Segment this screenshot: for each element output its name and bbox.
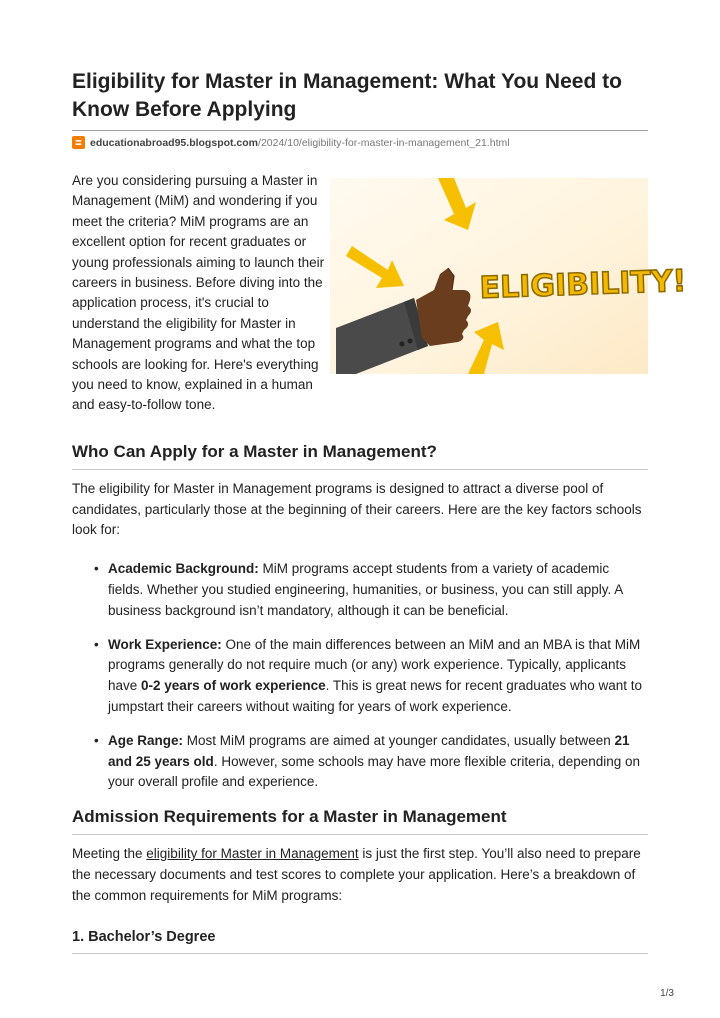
item-text: Most MiM programs are aimed at younger candidates, usually between	[183, 732, 615, 748]
list-item	[94, 559, 648, 621]
section-bachelors	[72, 927, 648, 954]
item-text: . This is great news for recent graduates who want to jumpstart their careers without waiting for years of work experience.	[108, 678, 643, 715]
document-page	[72, 68, 687, 954]
section-heading: Admission Requirements for a Master in Management	[72, 807, 507, 827]
intro-section	[72, 171, 687, 416]
bullet-icon: •	[94, 636, 99, 652]
svg-text:ELIGIBILITY!: ELIGIBILITY!	[479, 263, 687, 306]
eligibility-image	[330, 178, 687, 374]
list-item	[94, 731, 648, 793]
section-divider	[72, 469, 648, 470]
item-text: . However, some schools may have more flexible criteria, depending on your overall profile and experience.	[108, 753, 641, 790]
section-paragraph	[72, 844, 648, 906]
item-text: One of the main differences between an MiM and an MBA is that MiM programs generally do not require much (or any) work experience. Typically, applicants have	[108, 636, 641, 694]
intro-paragraph: Are you considering pursuing a Master in Management (MiM) and wondering if you meet the criteria? MiM programs are an excellent option for recent graduates or young professionals aiming to launch their careers in business. Before diving into the application process, it's crucial to understand the eligibility for Master in Management programs and what the top schools are looking for. Here's everything you need to know, explained in a human and easy-to-follow tone.	[72, 173, 325, 413]
source-url[interactable]	[72, 136, 648, 149]
item-label: Age Range:	[108, 732, 184, 748]
blogger-icon	[72, 136, 85, 149]
source-domain[interactable]: educationabroad95.blogspot.com	[90, 136, 259, 149]
item-label: Work Experience:	[108, 636, 222, 652]
eligibility-link[interactable]: eligibility for Master in Management	[146, 846, 359, 862]
paragraph-text: is just the first step. You’ll also need to prepare the necessary documents and test scores to complete your application. Here’s a breakdown of the common requirements for MiM programs:	[72, 846, 641, 903]
section-divider	[72, 834, 648, 835]
source-path[interactable]: /2024/10/eligibility-for-master-in-management_21.html	[258, 136, 510, 149]
item-emphasis: 21 and 25 years old	[108, 732, 630, 769]
eligibility-factors-list	[72, 559, 648, 793]
item-emphasis: 0-2 years of work experience	[141, 678, 326, 694]
bullet-icon: •	[94, 732, 99, 748]
page-title: Eligibility for Master in Management: What You Need to Know Before Applying	[72, 70, 622, 121]
item-label: Academic Background:	[108, 561, 259, 577]
page-number: 1/3	[660, 988, 674, 999]
section-paragraph: The eligibility for Master in Management programs is designed to attract a diverse pool of candidates, particularly those at the beginning of their careers. Here are the key factors schools look for:	[72, 480, 642, 538]
subsection-heading: 1. Bachelor’s Degree	[72, 928, 216, 945]
eligibility-text	[479, 264, 687, 306]
section-heading: Who Can Apply for a Master in Management?	[72, 441, 437, 461]
title-divider	[72, 130, 648, 131]
item-text: MiM programs accept students from a variety of academic fields. Whether you studied engineering, humanities, or business, you can still apply. A business background isn’t mandatory, although it can be beneficial.	[108, 561, 623, 618]
section-who-can-apply	[72, 441, 648, 793]
bullet-icon: •	[94, 561, 99, 577]
subsection-divider	[72, 953, 648, 954]
paragraph-text: Meeting the	[72, 846, 147, 862]
list-item	[94, 635, 648, 718]
section-admission	[72, 806, 648, 906]
